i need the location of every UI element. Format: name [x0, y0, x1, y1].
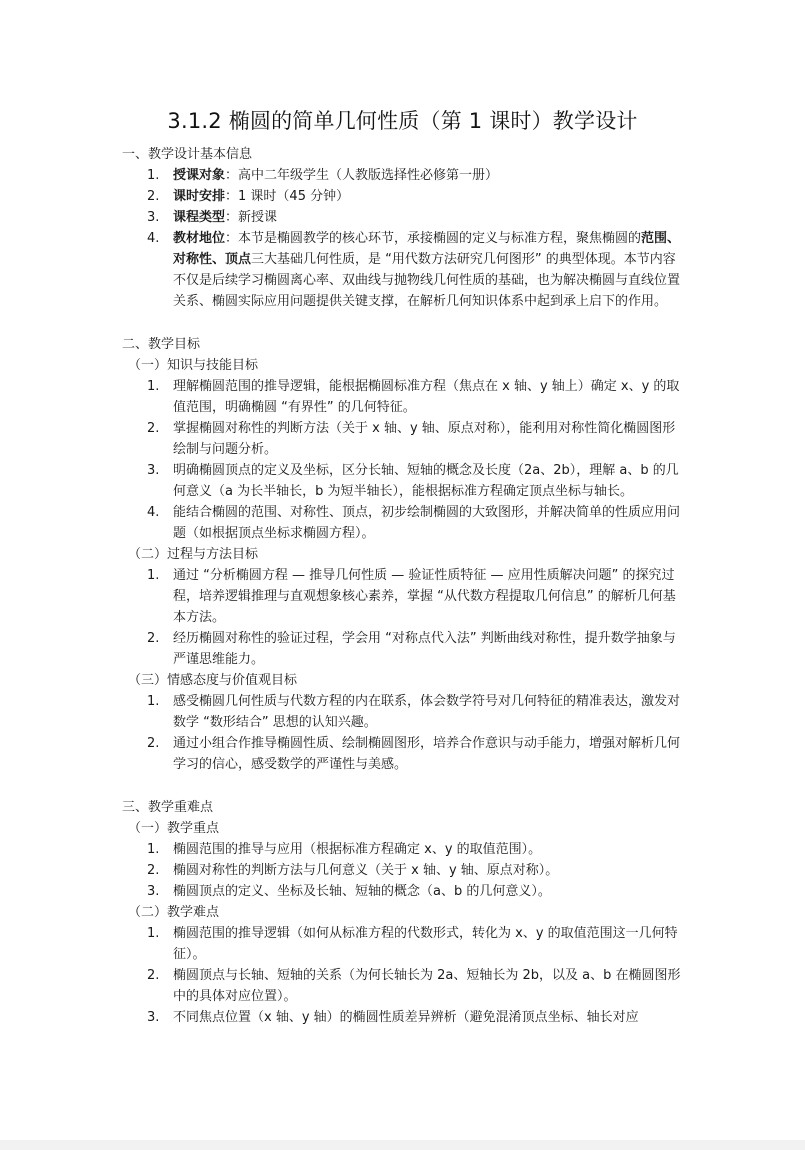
item-number: 1. — [147, 842, 160, 857]
objectives-attitude-list — [122, 691, 688, 775]
item-text: ：1 课时（45 分钟） — [225, 189, 350, 204]
item-number: 3. — [147, 884, 160, 899]
item-number: 3. — [147, 1010, 160, 1025]
list-item — [122, 881, 688, 902]
subsection-heading: （二）过程与方法目标 — [128, 547, 259, 562]
list-item — [122, 839, 688, 860]
subsection-heading: （一）教学重点 — [128, 821, 220, 836]
item-number: 1. — [147, 926, 160, 941]
list-item — [122, 923, 688, 965]
bold-separator: 、 — [212, 252, 226, 267]
item-number: 4. — [147, 505, 160, 520]
page-title: 3.1.2 椭圆的简单几何性质（第 1 课时）教学设计 — [167, 109, 638, 133]
item-text: 不同焦点位置（x 轴、y 轴）的椭圆性质差异辨析（避免混淆顶点坐标、轴长对应 — [173, 1010, 639, 1025]
list-item — [122, 733, 688, 775]
item-text: 明确椭圆顶点的定义及坐标，区分长轴、短轴的概念及长度（2a、2b），理解 a、b 的几何意义（a 为长半轴长，b 为短半轴长），能根据标准方程确定顶点坐标与轴长。 — [173, 463, 679, 499]
bold-term: 对称性 — [173, 252, 213, 267]
section-basic-info — [122, 144, 688, 312]
subsection-heading: （三）情感态度与价值观目标 — [128, 673, 298, 688]
list-item — [122, 418, 688, 460]
subsection-heading: （一）知识与技能目标 — [128, 358, 259, 373]
item-number: 1. — [147, 568, 160, 583]
bold-term: 顶点 — [225, 252, 252, 267]
item-text: 椭圆顶点与长轴、短轴的关系（为何长轴长为 2a、短轴长为 2b，以及 a、b 在椭圆图形中的具体对应位置）。 — [173, 968, 681, 1004]
list-item — [122, 1007, 688, 1028]
item-number: 2. — [147, 631, 160, 646]
key-points-list — [122, 839, 688, 902]
section-heading: 三、教学重难点 — [122, 800, 214, 815]
item-text: 掌握椭圆对称性的判断方法（关于 x 轴、y 轴、原点对称），能利用对称性简化椭圆图形绘制与问题分析。 — [173, 421, 676, 457]
subsection-heading: （二）教学难点 — [128, 905, 220, 920]
list-item — [122, 691, 688, 733]
item-text: 感受椭圆几何性质与代数方程的内在联系，体会数学符号对几何特征的精准表达，激发对数学 “数形结合” 思想的认知兴趣。 — [173, 694, 681, 730]
item-number: 1. — [147, 379, 160, 394]
item-number: 1. — [147, 168, 160, 183]
list-item — [122, 628, 688, 670]
bold-term: 范围 — [641, 231, 668, 246]
objectives-knowledge-list — [122, 376, 688, 544]
item-text: ：本节是椭圆教学的核心环节，承接椭圆的定义与标准方程，聚焦椭圆的 — [225, 231, 642, 246]
item-text: 理解椭圆范围的推导逻辑，能根据椭圆标准方程（焦点在 x 轴、y 轴上）确定 x、y 的取值范围，明确椭圆 “有界性” 的几何特征。 — [173, 379, 680, 415]
item-number: 2. — [147, 863, 160, 878]
list-item — [122, 860, 688, 881]
item-text: 通过小组合作推导椭圆性质、绘制椭圆图形，培养合作意识与动手能力，增强对解析几何学习的信心，感受数学的严谨性与美感。 — [173, 736, 681, 772]
list-item — [122, 460, 688, 502]
info-list — [122, 165, 688, 312]
section-objectives — [122, 334, 688, 775]
item-number: 2. — [147, 421, 160, 436]
item-label: 教材地位 — [173, 231, 226, 246]
item-text: 能结合椭圆的范围、对称性、顶点，初步绘制椭圆的大致图形，并解决简单的性质应用问题（如根据顶点坐标求椭圆方程）。 — [173, 505, 681, 541]
item-text: ：新授课 — [225, 210, 278, 225]
objectives-process-list — [122, 565, 688, 670]
item-label: 课时安排 — [173, 189, 226, 204]
difficult-points-list — [122, 923, 688, 1028]
list-item — [122, 228, 688, 312]
item-number: 3. — [147, 210, 160, 225]
item-label: 授课对象 — [173, 168, 226, 183]
item-text: 通过 “分析椭圆方程 — 推导几何性质 — 验证性质特征 — 应用性质解决问题” 的探究过程，培养逻辑推理与直观想象核心素养，掌握 “从代数方程提取几何信息” 的解析几何基本方法。 — [173, 568, 676, 625]
item-label: 课程类型 — [173, 210, 226, 225]
list-item — [122, 565, 688, 628]
item-number: 1. — [147, 694, 160, 709]
item-number: 2. — [147, 736, 160, 751]
item-number: 2. — [147, 968, 160, 983]
item-text: 椭圆对称性的判断方法与几何意义（关于 x 轴、y 轴、原点对称）。 — [173, 863, 559, 878]
section-heading: 一、教学设计基本信息 — [122, 147, 253, 162]
item-number: 2. — [147, 189, 160, 204]
item-text: 椭圆顶点的定义、坐标及长轴、短轴的概念（a、b 的几何意义）。 — [173, 884, 551, 899]
item-text: ：高中二年级学生（人教版选择性必修第一册） — [225, 168, 499, 183]
list-item — [122, 186, 688, 207]
item-number: 3. — [147, 463, 160, 478]
item-text: 椭圆范围的推导与应用（根据标准方程确定 x、y 的取值范围）。 — [173, 842, 542, 857]
item-text: 三大基础几何性质，是 “用代数方法研究几何图形” 的典型体现。本节内容不仅是后续学习椭圆离心率、双曲线与抛物线几何性质的基础，也为解决椭圆与直线位置关系、椭圆实际应用问题提供关键支撑，在解析几何知识体系中起到承上启下的作用。 — [173, 252, 681, 309]
section-key-points — [122, 797, 688, 1028]
list-item — [122, 207, 688, 228]
item-number: 4. — [147, 231, 160, 246]
list-item — [122, 965, 688, 1007]
item-text: 椭圆范围的推导逻辑（如何从标准方程的代数形式，转化为 x、y 的取值范围这一几何特征）。 — [173, 926, 678, 962]
section-heading: 二、教学目标 — [122, 337, 201, 352]
list-item — [122, 376, 688, 418]
list-item — [122, 165, 688, 186]
bold-separator: 、 — [667, 231, 681, 246]
list-item — [122, 502, 688, 544]
item-text: 经历椭圆对称性的验证过程，学会用 “对称点代入法” 判断曲线对称性，提升数学抽象与严谨思维能力。 — [173, 631, 676, 667]
